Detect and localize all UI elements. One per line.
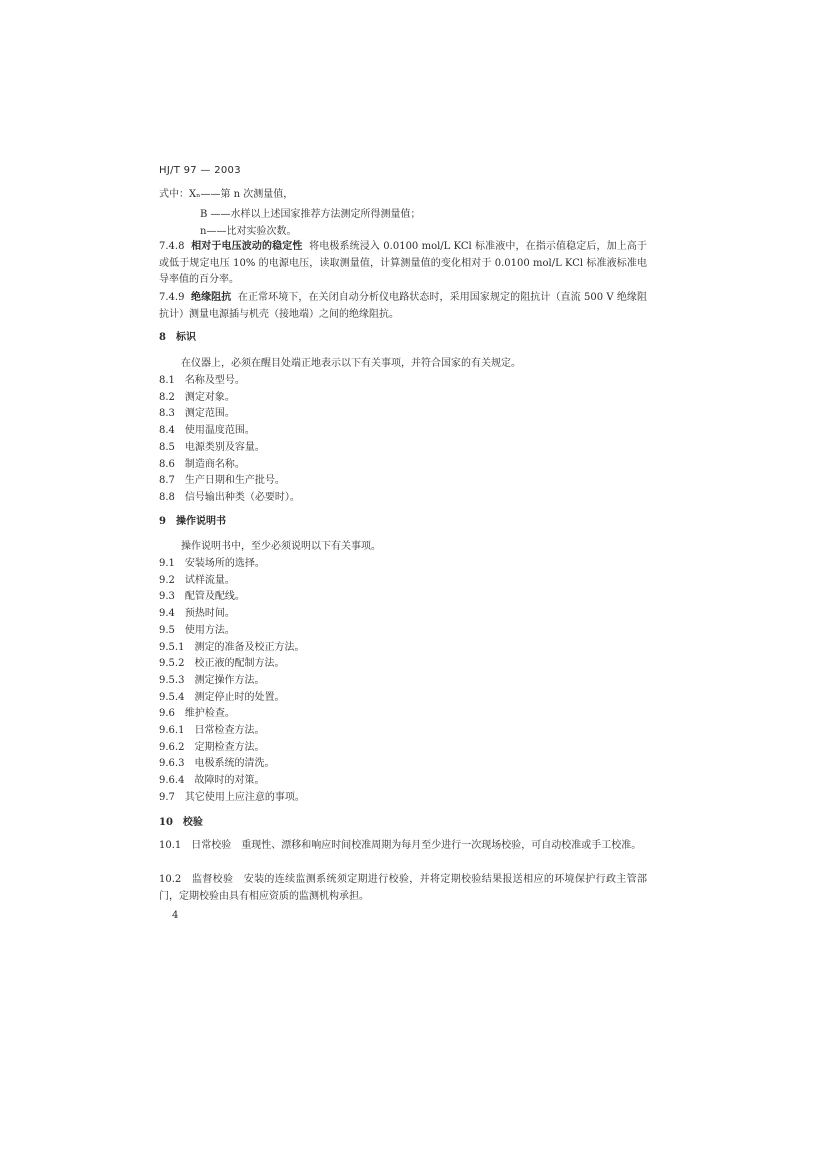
list-item: 9.6.3 电极系统的清洗。 [159, 758, 275, 770]
section-9-list [159, 556, 305, 807]
section-7-4-9-text: 在正常环境下，在关闭自动分析仪电路状态时，采用国家规定的阻抗计（直流 500 V 绝缘阻抗计）测量电源插与机壳（接地端）之间的绝缘阻抗。 [159, 292, 647, 320]
list-item: 9.5.3 测定操作方法。 [159, 674, 265, 686]
section-7-4-9-title: 绝缘阻抗 [190, 292, 232, 303]
section-7-4-8-title: 相对于电压波动的稳定性 [191, 241, 303, 252]
list-item: 8.7 生产日期和生产批号。 [159, 475, 285, 487]
section-9-intro: 操作说明书中，至少必须说明以下有关事项。 [181, 541, 381, 552]
list-item: 8.4 使用温度范围。 [159, 425, 255, 437]
list-item: 9.2 试样流量。 [159, 574, 235, 586]
section-9-heading: 9 操作说明书 [159, 516, 226, 527]
list-item: 8.2 测定对象。 [159, 391, 235, 403]
list-item: 9.3 配管及配线。 [159, 591, 245, 603]
list-item: 9.5.1 测定的准备及校正方法。 [159, 641, 305, 653]
list-item: 8.5 电源类别及容量。 [159, 441, 265, 453]
where-line-2: B ——水样以上述国家推荐方法测定所得测量值； [200, 209, 421, 220]
where-line-3: n——比对实验次数。 [200, 226, 297, 237]
section-10-heading: 10 校验 [159, 817, 203, 828]
list-item: 9.6 维护检查。 [159, 708, 235, 720]
section-7-4-8: 7.4.8 相对于电压波动的稳定性 将电极系统浸入 0.0100 mol/L KCl 标准液中，在指示值稳定后，加上高于或低于规定电压 10% 的电源电压，读取测量值，计算测量值的变化相对于 0.0100 mol/L KCl 标准液标准电导率值的百分率。 [159, 241, 648, 286]
list-item: 8.8 信号输出种类（必要时）。 [159, 491, 300, 503]
list-item: 9.7 其它使用上应注意的事项。 [159, 791, 305, 803]
list-item: 9.5 使用方法。 [159, 624, 235, 636]
section-7-4-9: 7.4.9 绝缘阻抗 在正常环境下，在关闭自动分析仪电路状态时，采用国家规定的阻抗计（直流 500 V 绝缘阻抗计）测量电源插与机壳（接地端）之间的绝缘阻抗。 [159, 292, 647, 320]
list-item: 9.6.4 故障时的对策。 [159, 775, 265, 787]
list-item: 8.1 名称及型号。 [159, 375, 245, 386]
section-8-intro: 在仪器上，必须在醒目处端正地表示以下有关事项，并符合国家的有关规定。 [181, 358, 521, 369]
list-item: 9.5.4 测定停止时的处置。 [159, 691, 285, 703]
page-number: 4 [172, 910, 179, 921]
document-header: HJ/T 97 — 2003 [159, 165, 241, 176]
where-lead: 式中：Xₙ——第 n 次测量值， [159, 189, 294, 200]
section-7-4-8-text: 将电极系统浸入 0.0100 mol/L KCl 标准液中，在指示值稳定后，加上高于或低于规定电压 10% 的电源电压，读取测量值，计算测量值的变化相对于 0.0100 mol/L KCl 标准液标准电导率值的百分率。 [159, 241, 648, 286]
list-item: 8.3 测定范围。 [159, 408, 235, 420]
section-8-heading: 8 标识 [159, 332, 196, 343]
section-8-list [159, 373, 300, 507]
list-item: 9.6.2 定期检查方法。 [159, 741, 265, 753]
section-10-1: 10.1 日常校验 重现性、漂移和响应时间校准周期为每月至少进行一次现场校验，可自动校准或手工校准。 [159, 840, 642, 851]
list-item: 8.6 制造商名称。 [159, 458, 245, 470]
list-item: 9.1 安装场所的选择。 [159, 558, 265, 569]
section-10-2: 10.2 监督校验 安装的连续监测系统须定期进行校验，并将定期校验结果报送相应的环境保护行政主管部门，定期校验由具有相应资质的监测机构承担。 [159, 874, 647, 902]
list-item: 9.5.2 校正液的配制方法。 [159, 658, 285, 670]
list-item: 9.6.1 日常检查方法。 [159, 725, 265, 737]
list-item: 9.4 预热时间。 [159, 608, 235, 620]
